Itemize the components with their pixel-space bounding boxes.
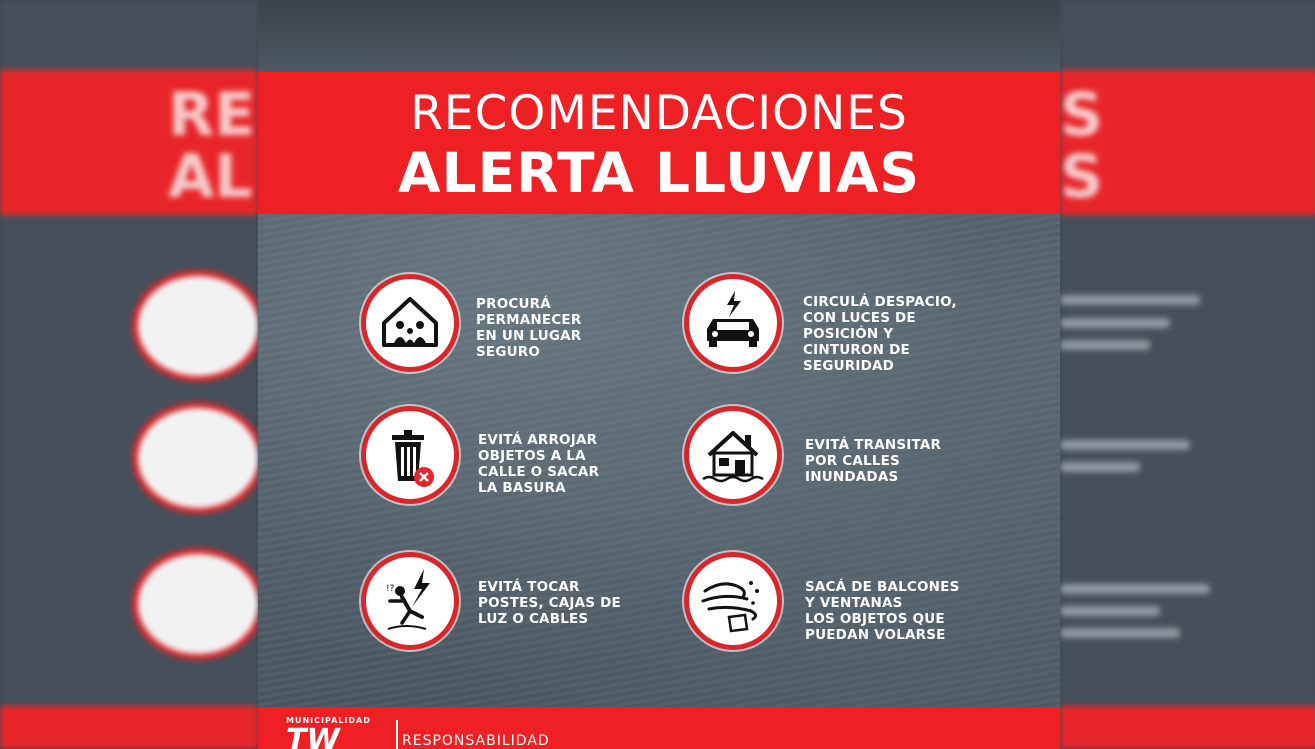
background-left-circle: [132, 402, 258, 514]
background-right-text-1: S: [1060, 80, 1104, 150]
item-text-2: [803, 294, 957, 374]
footer-divider: [396, 720, 398, 749]
background-right-footer: [1060, 706, 1315, 749]
title-recomendaciones: RECOMENDACIONES: [410, 86, 908, 141]
background-right-text-bar: [1060, 462, 1140, 472]
poster: [258, 0, 1060, 749]
background-right-blur: [1060, 0, 1315, 749]
background-right-text-bar: [1060, 340, 1150, 350]
car-lightning-icon: [684, 274, 782, 372]
background-right-text-bar: [1060, 628, 1180, 638]
item-text-line: PUEDAN VOLARSE: [805, 627, 946, 643]
background-left-circle: [132, 270, 258, 382]
item-text-line: LOS OBJETOS QUE: [805, 611, 945, 627]
item-text-3: [478, 432, 599, 496]
footer-tagline: RESPONSABILIDAD: [402, 733, 550, 749]
item-text-line: LA BASURA: [478, 480, 566, 496]
background-left-text-2: AL: [168, 142, 253, 212]
item-text-line: PROCURÁ: [476, 296, 551, 312]
footer-logo: TW: [286, 723, 340, 749]
electric-shock-icon: [361, 552, 459, 650]
item-text-line: CALLE O SACAR: [478, 464, 600, 480]
svg-text:!?: !?: [386, 584, 395, 594]
background-right-banner: [1060, 70, 1315, 215]
background-right-text-bar: [1060, 440, 1190, 450]
item-text-line: PERMANECER: [476, 312, 582, 328]
item-text-line: SEGURIDAD: [803, 358, 895, 374]
footer-banner: [258, 707, 1060, 749]
item-text-5: [478, 579, 621, 627]
item-text-line: SEGURO: [476, 344, 541, 360]
item-text-line: Y VENTANAS: [805, 595, 903, 611]
wind-objects-icon: [684, 552, 782, 650]
poster-top-strip: [258, 0, 1060, 72]
item-text-line: EVITÁ TRANSITAR: [805, 437, 942, 453]
background-left-banner: [0, 70, 258, 215]
item-text-line: EVITÁ ARROJAR: [478, 432, 598, 448]
footer-municipality: MUNICIPALIDAD: [286, 716, 371, 725]
house-family-icon: [361, 274, 459, 372]
item-text-line: EN UN LUGAR: [476, 328, 582, 344]
item-text-line: SACÁ DE BALCONES: [805, 579, 960, 595]
background-left-footer: [0, 706, 258, 749]
item-text-line: POSTES, CAJAS DE: [478, 595, 621, 611]
background-right-text-bar: [1060, 318, 1170, 328]
item-text-line: EVITÁ TOCAR: [478, 579, 580, 595]
item-text-6: [805, 579, 960, 643]
item-text-line: LUZ O CABLES: [478, 611, 589, 627]
background-right-text-bar: [1060, 584, 1210, 594]
background-left-text-1: RE: [168, 80, 256, 150]
background-right-text-2: S: [1060, 142, 1104, 212]
background-left-blur: [0, 0, 258, 749]
item-text-line: CON LUCES DE: [803, 310, 916, 326]
background-left-circle: [132, 548, 258, 660]
background-right-text-bar: [1060, 606, 1160, 616]
item-text-line: CINTURON DE: [803, 342, 910, 358]
item-text-line: OBJETOS A LA: [478, 448, 586, 464]
title-alerta-lluvias: ALERTA LLUVIAS: [397, 141, 921, 205]
item-text-line: CIRCULÁ DESPACIO,: [803, 294, 957, 310]
item-text-4: [805, 437, 941, 485]
item-text-1: [476, 296, 581, 360]
item-text-line: POSICIÓN Y: [803, 326, 894, 342]
trash-can-icon: [361, 406, 459, 504]
background-right-text-bar: [1060, 295, 1200, 305]
flooded-house-icon: [684, 406, 782, 504]
item-text-line: POR CALLES: [805, 453, 900, 469]
item-text-line: INUNDADAS: [805, 469, 899, 485]
